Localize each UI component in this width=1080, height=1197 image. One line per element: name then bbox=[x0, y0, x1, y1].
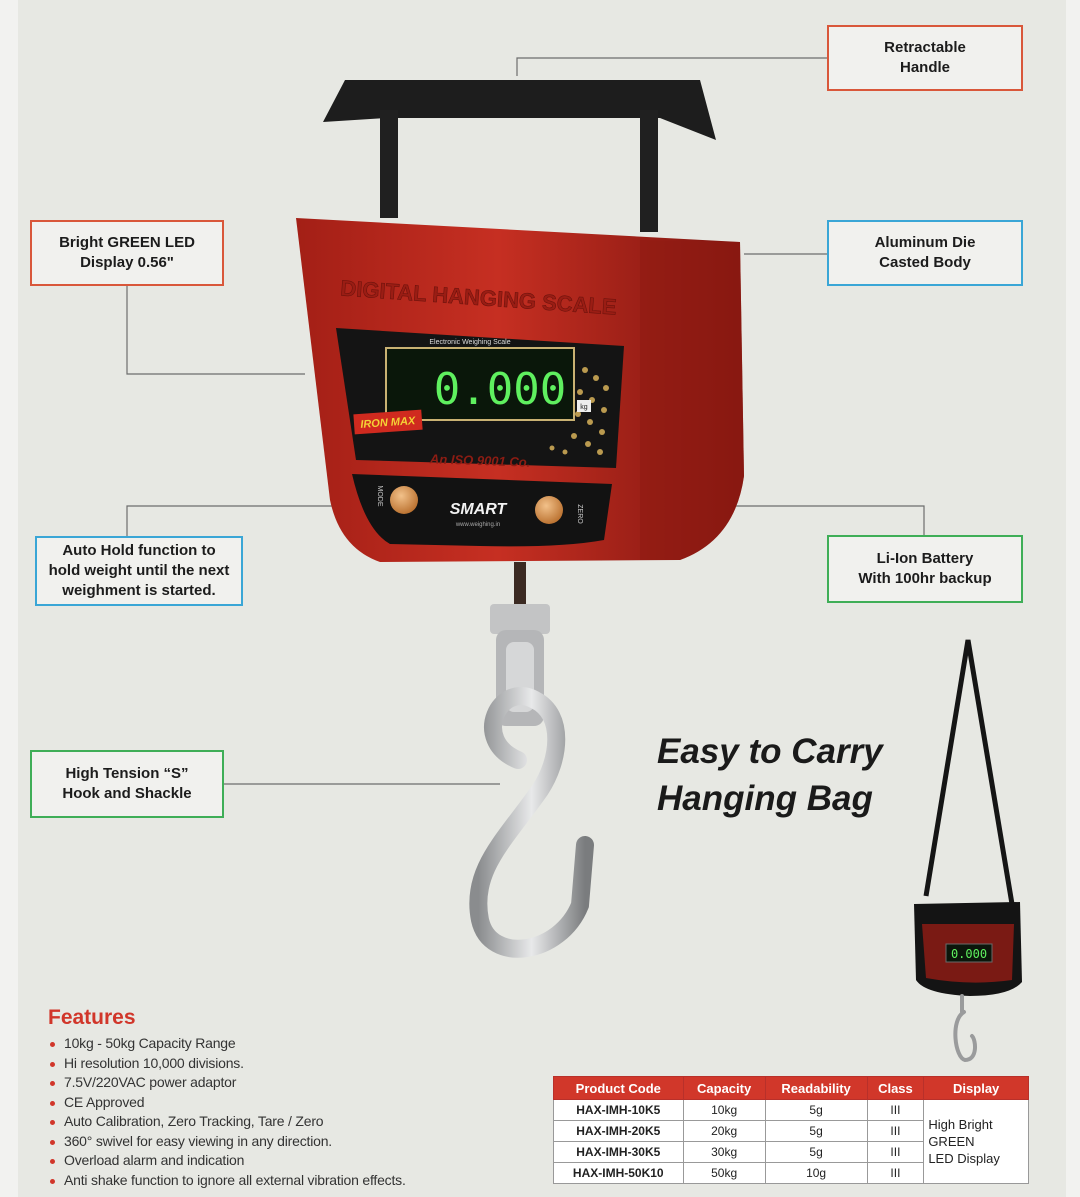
body-embossed-text: DIGITAL HANGING SCALE bbox=[339, 275, 618, 320]
cell-readability: 5g bbox=[765, 1142, 867, 1163]
callout-line: Display 0.56" bbox=[80, 254, 174, 271]
callout-retractable-handle bbox=[827, 25, 1023, 91]
cell-readability: 5g bbox=[765, 1121, 867, 1142]
panel-caption: Electronic Weighing Scale bbox=[429, 339, 511, 346]
callout-line: High Tension “S” bbox=[65, 765, 189, 782]
feature-item: 10kg - 50kg Capacity Range bbox=[48, 1034, 508, 1054]
headline-line-2: Hanging Bag bbox=[657, 779, 873, 818]
led-reading: 0.000 bbox=[433, 364, 567, 415]
cell-display bbox=[924, 1100, 1029, 1184]
spec-table bbox=[553, 1076, 1029, 1184]
callout-aluminum-body bbox=[827, 220, 1023, 286]
callout-line: Retractable bbox=[884, 39, 966, 56]
header-product-code: Product Code bbox=[554, 1077, 684, 1100]
cell-class: III bbox=[867, 1163, 924, 1184]
cell-product-code: HAX-IMH-10K5 bbox=[554, 1100, 684, 1121]
unit-tag: kg bbox=[580, 404, 588, 411]
callout-line: Hook and Shackle bbox=[62, 785, 192, 802]
s-hook bbox=[478, 696, 585, 949]
zero-knob bbox=[535, 496, 563, 524]
cell-class: III bbox=[867, 1100, 924, 1121]
header-class: Class bbox=[867, 1077, 924, 1100]
bag-led-reading: 0.000 bbox=[950, 947, 988, 961]
cell-capacity: 30kg bbox=[683, 1142, 765, 1163]
cell-readability: 5g bbox=[765, 1100, 867, 1121]
feature-item: Overload alarm and indication bbox=[48, 1151, 508, 1171]
callout-led-display bbox=[30, 220, 224, 286]
headline-line-1: Easy to Carry bbox=[657, 732, 883, 771]
callout-s-hook bbox=[30, 750, 224, 818]
callout-line: Handle bbox=[899, 59, 950, 76]
display-line: LED Display bbox=[928, 1151, 1000, 1166]
cell-class: III bbox=[867, 1142, 924, 1163]
brand-logo: SMART bbox=[449, 501, 507, 518]
display-panel bbox=[336, 328, 624, 470]
callout-battery bbox=[827, 535, 1023, 603]
iso-tagline: An ISO 9001 Co. bbox=[429, 451, 531, 470]
cell-readability: 10g bbox=[765, 1163, 867, 1184]
brand-badge: IRON MAX bbox=[359, 415, 416, 431]
button-panel bbox=[352, 474, 612, 546]
display-line: High Bright bbox=[928, 1117, 993, 1132]
header-capacity: Capacity bbox=[683, 1077, 765, 1100]
feature-item: Hi resolution 10,000 divisions. bbox=[48, 1054, 508, 1074]
callout-line: Aluminum Die bbox=[874, 234, 976, 251]
display-line: GREEN bbox=[928, 1134, 975, 1149]
cell-product-code: HAX-IMH-20K5 bbox=[554, 1121, 684, 1142]
callout-line: Li-Ion Battery bbox=[876, 550, 974, 567]
callout-line: Bright GREEN LED bbox=[59, 234, 195, 251]
callout-line: Auto Hold function to bbox=[62, 542, 216, 559]
cell-product-code: HAX-IMH-50K10 bbox=[554, 1163, 684, 1184]
features-section bbox=[48, 1006, 508, 1190]
callout-line: weighment is started. bbox=[62, 582, 216, 599]
cell-product-code: HAX-IMH-30K5 bbox=[554, 1142, 684, 1163]
feature-item: 7.5V/220VAC power adaptor bbox=[48, 1073, 508, 1093]
cell-capacity: 10kg bbox=[683, 1100, 765, 1121]
feature-item: Auto Calibration, Zero Tracking, Tare / Zero bbox=[48, 1112, 508, 1132]
feature-item: Anti shake function to ignore all external vibration effects. bbox=[48, 1171, 508, 1191]
callout-line: With 100hr backup bbox=[858, 570, 992, 587]
table-row bbox=[554, 1100, 1029, 1121]
feature-item: CE Approved bbox=[48, 1093, 508, 1113]
zero-label: ZERO bbox=[576, 504, 583, 524]
cell-class: III bbox=[867, 1121, 924, 1142]
header-readability: Readability bbox=[765, 1077, 867, 1100]
table-header-row bbox=[554, 1077, 1029, 1100]
cell-capacity: 20kg bbox=[683, 1121, 765, 1142]
cell-capacity: 50kg bbox=[683, 1163, 765, 1184]
mode-knob bbox=[390, 486, 418, 514]
callout-auto-hold bbox=[35, 536, 243, 606]
callout-line: hold weight until the next bbox=[48, 562, 230, 579]
header-display: Display bbox=[924, 1077, 1029, 1100]
callout-line: Casted Body bbox=[879, 254, 971, 271]
bag-headline bbox=[657, 728, 947, 822]
retractable-handle bbox=[323, 80, 716, 232]
brand-website: www.weighing.in bbox=[455, 522, 501, 528]
features-title: Features bbox=[48, 1006, 136, 1029]
feature-item: 360° swivel for easy viewing in any direction. bbox=[48, 1132, 508, 1152]
mode-label: MODE bbox=[376, 485, 383, 507]
features-list bbox=[48, 1034, 508, 1190]
hanging-bag-illustration bbox=[914, 640, 1022, 1060]
